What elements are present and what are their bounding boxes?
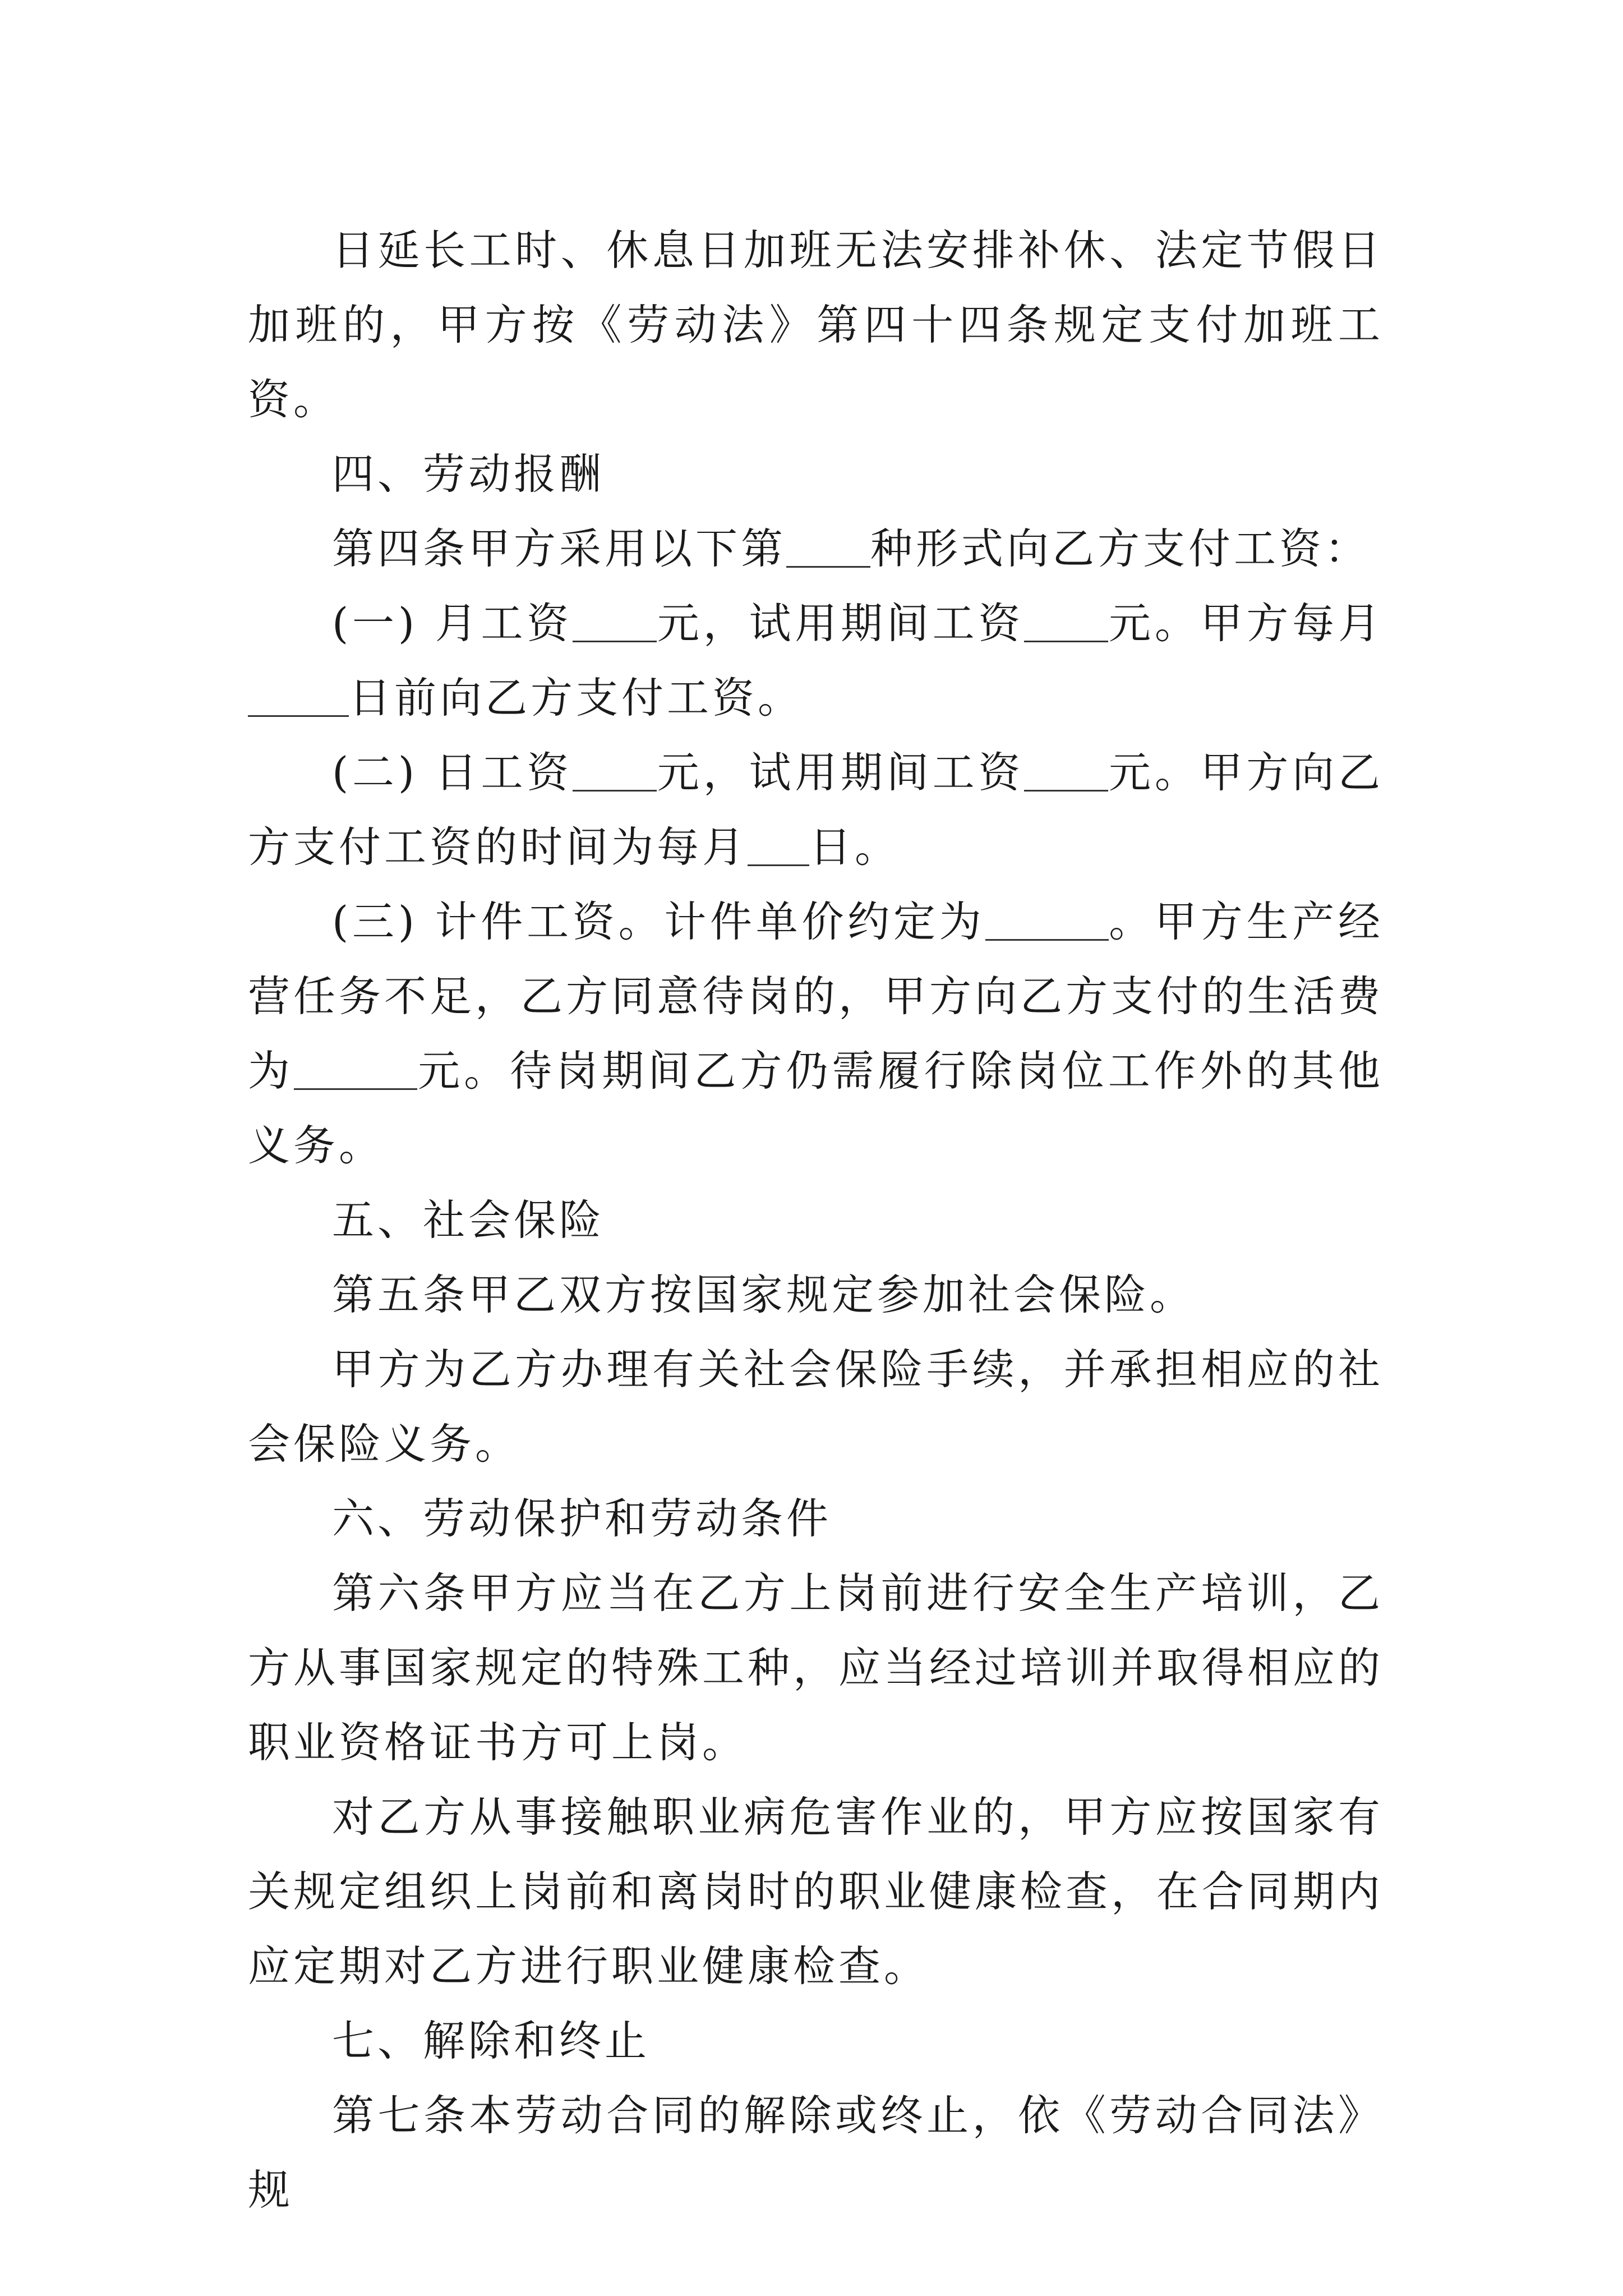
daily-probation-wage-blank xyxy=(1024,748,1108,792)
standby-duty-text: 元。待岗期间乙方仍需履行除岗位工作外的其他义务。 xyxy=(248,1046,1384,1170)
monthly-wage-clause xyxy=(248,586,1384,735)
daily-wage-clause xyxy=(248,735,1384,885)
probation-wage-blank xyxy=(1024,599,1108,642)
document-body xyxy=(248,213,1384,2228)
daily-probation-wage-label: 元，试用期间工资 xyxy=(657,748,1025,797)
daily-wage-blank xyxy=(573,748,657,792)
pay-day-text: 日前向乙方支付工资。 xyxy=(349,673,804,723)
section-heading-remuneration: 四、劳动报酬 xyxy=(332,449,605,499)
section-heading-labor-protection: 六、劳动保护和劳动条件 xyxy=(332,1494,832,1543)
article-7: 第七条本劳动合同的解除或终止，依《劳动合同法》规 xyxy=(248,2091,1384,2215)
article-4-intro xyxy=(248,512,1384,586)
piece-rate-blank xyxy=(985,897,1109,941)
social-insurance-paragraph: 甲方为乙方办理有关社会保险手续，并承担相应的社会保险义务。 xyxy=(248,1345,1384,1469)
form-choice-blank xyxy=(786,524,870,568)
article-5: 第五条甲乙双方按国家规定参加社会保险。 xyxy=(332,1270,1196,1319)
monthly-wage-label: (一) 月工资 xyxy=(332,599,573,648)
daily-pay-day-text: 日。 xyxy=(809,822,901,872)
overtime-text: 日延长工时、休息日加班无法安排补休、法定节假日加班的，甲方按《劳动法》第四十四条规定支付加班工资。 xyxy=(248,226,1384,424)
occupational-health-paragraph: 对乙方从事接触职业病危害作业的，甲方应按国家有关规定组织上岗前和离岗时的职业健康检查，在合同期内应定期对乙方进行职业健康检查。 xyxy=(248,1792,1384,1991)
daily-pay-day-blank xyxy=(748,822,809,866)
article-6: 第六条甲方应当在乙方上岗前进行安全生产培训，乙方从事国家规定的特殊工种，应当经过培训并取得相应的职业资格证书方可上岗。 xyxy=(248,1568,1384,1767)
probation-wage-label: 元，试用期间工资 xyxy=(657,599,1025,648)
article-4-intro-text-cont: 种形式向乙方支付工资： xyxy=(870,524,1371,573)
daily-wage-label: (二) 日工资 xyxy=(332,748,573,797)
daily-pay-time-label: 元。甲方向乙方支付工资的时间为每月 xyxy=(248,748,1384,872)
pay-day-blank xyxy=(248,673,349,717)
standby-text: 。甲方生产经营任务不足，乙方同意待岗的，甲方向乙方支付的生活费为 xyxy=(248,897,1384,1096)
section-heading-termination: 七、解除和终止 xyxy=(332,2016,651,2065)
article-4-intro-text: 第四条甲方采用以下第 xyxy=(332,524,787,573)
monthly-wage-blank xyxy=(573,599,657,642)
living-allowance-blank xyxy=(294,1046,417,1090)
piece-rate-clause xyxy=(248,885,1384,1183)
pay-day-label: 元。甲方每月 xyxy=(1108,599,1384,648)
overtime-paragraph xyxy=(248,213,1384,437)
section-heading-social-insurance: 五、社会保险 xyxy=(332,1195,605,1245)
piece-rate-label: (三) 计件工资。计件单价约定为 xyxy=(332,897,985,946)
